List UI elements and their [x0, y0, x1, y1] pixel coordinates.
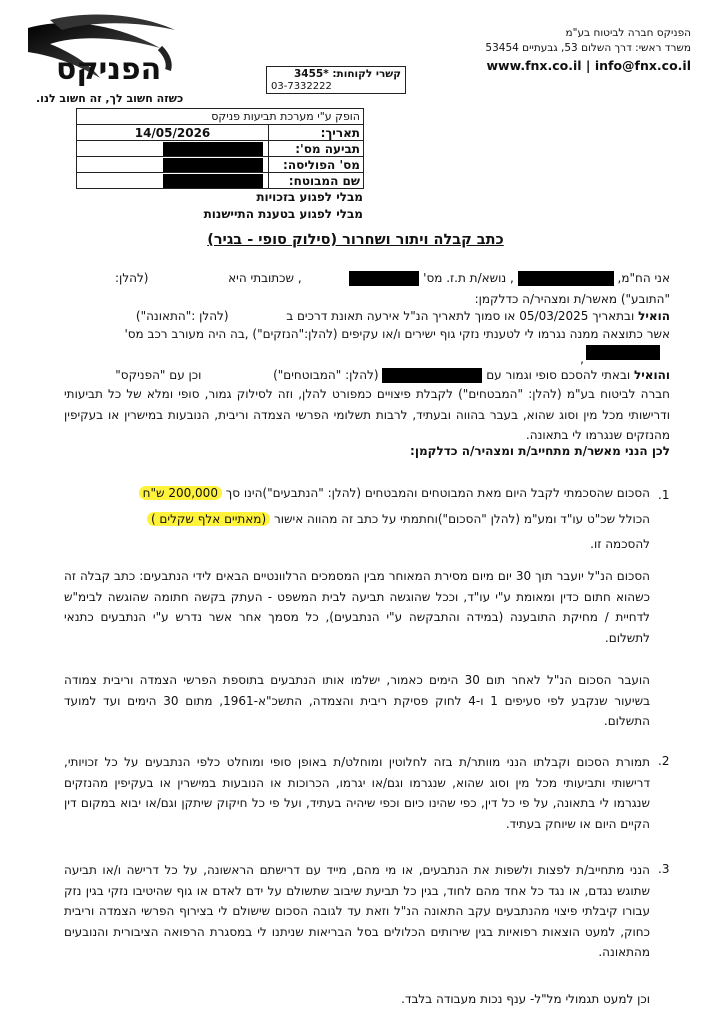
redacted-id [349, 271, 419, 286]
whereas-1: הואיל [638, 309, 670, 323]
redacted-insured-name [163, 174, 263, 188]
clause-2-number: .2 [658, 754, 670, 768]
logo-wordmark: הפניקס [56, 52, 162, 87]
settlement-amount-words: (מאתיים אלף שקלים ) [147, 512, 270, 526]
claim-number-label: תביעה מס': [269, 141, 364, 157]
company-info [461, 26, 691, 73]
id-label: , נושא/ת ת.ז. מס' [423, 271, 514, 285]
without-prejudice-rights: מבלי לפגוע בזכויות [256, 190, 363, 204]
damages-line: אשר כתוצאה ממנה נגרמו לי לטענתי נזקי גוף ישירים ו/או עקיפים (להלן:"הנזקים") ,בה היה מעורב רכב מס' [124, 327, 670, 341]
address-label: , שכתובתי היא [228, 271, 302, 285]
claimant-definition: "התובע") מאשר/ת ומצהיר/ה כדלקמן: [474, 292, 670, 306]
date-label: תאריך: [269, 125, 364, 141]
without-prejudice-limitation: מבלי לפגוע בטענת התיישנות [203, 207, 363, 221]
policy-number-label: מס' הפוליסה: [269, 157, 364, 173]
redacted-claim-number [163, 142, 263, 156]
agreement-paragraph: חברה לביטוח בע"מ (להלן: "המבטחים") לקבלת פיצויים כמפורט להלן, וזה לסילוק גמור, סופי ומלא של כל תביעותי ודרישותי מכל מין וסוג שהוא, בעבר בהווה ובעתיד, לרבות תשלומי הפרשי הצמדה וריבית, הנובעות במישרין או בעקיפין מהנזקים שנגרמו לי בתאונה. [64, 387, 670, 442]
declarant-line [64, 271, 670, 286]
company-address: משרד ראשי: דרך השלום 53, גבעתיים 53454 [485, 42, 691, 54]
redacted-insured [382, 368, 482, 383]
insured-name-label: שם המבוטח: [269, 173, 364, 189]
whereas-agreement-line [64, 368, 670, 383]
whereas-accident-line [64, 309, 670, 323]
redacted-policy-number [163, 158, 263, 172]
logo-tagline: כשזה חשוב לך, זה חשוב לנו. [36, 92, 184, 105]
payment-terms-paragraph: הסכום הנ"ל יועבר תוך 30 יום מיום מסירת המאוחר מבין המסמכים הרלוונטיים הבאים לידי הנתבעים: כתב קבלה זה כשהוא חתום כדין ומאומת ע"י עו"ד, וככל שהוגשה תביעה לבית המשפט - העתק בקשה חתומה שהוגשה לבימ"ש לדחיית / מחיקת התובענה (במידה והתבקשה ע"י הנתבעים), כל מסמך אחר אשר נדרש ע"י הנתבעים כתנאי לתשלום. [64, 569, 650, 645]
company-name: הפניקס חברה לביטוח בע"מ [565, 27, 691, 39]
declarant-intro: אני הח"מ, [617, 271, 670, 285]
settlement-amount: 200,000 ש"ח [139, 486, 222, 500]
nii-exclusion-line: וכן למעט תגמולי מל"ל- ענף נכות מעבודה בלבד. [401, 992, 650, 1006]
late-payment-paragraph: הועבר הסכום הנ"ל לאחר תום 30 הימים כאמור, ישלמו אותו הנתבעים בתוספת הפרשי הצמדה וריבית צמודה בשיעור שנקבע לפי סעיפים 1 ו-4 לחוק פסיקת ריבית והצמדה, התשכ"א-1961, מתום 30 הימים ועד למועד התשלום. [64, 673, 651, 728]
document-title: כתב קבלה ויתור ושחרור (סילוק סופי - בגיר) [207, 232, 504, 248]
redacted-vehicle-number [586, 345, 660, 360]
clause-3-number: .3 [658, 862, 670, 876]
clause-2-waiver: תמורת הסכום וקבלתו הנני מוותר/ת בזה לחלוטין ומוחלט/ת באופן סופי ומוחלט כלפי הנתבעים על כל זכויותי, דרישותי ותביעותי מכל מין וסוג שהוא, שנגרמו וגם/או יגרמו, הכרוכות או הנובעות במישרין או בעקיפין מהנזקים שנגרמו לי בתאונה, על פי כל דין, כפי שהינו כיום וכפי שיהיה בעתיד, ועל פי כל חיקוק שיתקן וגם/או יבוא במקום דין הקיים היום או שיוחק בעתיד. [64, 755, 650, 831]
clause-1-number: .1 [658, 488, 670, 502]
company-web: www.fnx.co.il | info@fnx.co.il [486, 58, 691, 73]
amount-intro: הסכום שהסכמתי לקבל היום מאת המבוטחים והמבטחים (להלן: "הנתבעים")הינו סך [225, 486, 650, 500]
clause-3-indemnity: הנני מתחייב/ת לפצות ולשפות את הנתבעים, או מי מהם, מייד עם דרישתם הראשונה, על כל דרישה ו/או תביעה שתוגש נגדם, או נגד כל אחד מהם לחוד, בגין כל תביעת שיבוב שתשולם על ידם לאדם או גוף שהיטיבו נזקי בגין נזק עבורו קיבלתי פיצוי מהנתבעים עקב התאונה הנ"ל וזאת עד לגובה הסכום שישולם לי בצירוף הפרשי הצמדה וריבית כחוק, למעט הוצאות רפואיות בגין שירותים הכלולים בסל הבריאות שניתנו לי במסגרת הרפואה הציבורית והנובעים מהתאונה. [64, 863, 650, 959]
clause-1-line-1 [64, 486, 650, 500]
redacted-name [518, 271, 614, 286]
clause-1-line-2 [64, 512, 650, 526]
whereas-2: והואיל [633, 368, 670, 382]
claim-details-table [76, 108, 364, 189]
declarations-heading: לכן הנני מאשר/ת מתחייב/ת ומצהיר/ה כדלקמן: [410, 444, 670, 458]
clause-1-line-3: להסכמה זו. [590, 537, 650, 551]
date-value: 14/05/2026 [77, 125, 269, 141]
agreement-text: ובאתי להסכם סופי וגמור עם [486, 368, 631, 382]
accident-date-text: ובתאריך 05/03/2025 או סמוך לתאריך הנ"ל אירעה תאונת דרכים ב [286, 309, 635, 323]
amount-inclusive-text: הכולל שכ"ט עו"ד ומע"מ (להלן "הסכום")וחתמתי על כתב זה מהווה אישור [273, 512, 650, 526]
customer-service-label: קשרי לקוחות: *3455 [293, 68, 401, 80]
comma: , [580, 352, 584, 366]
accident-definition: (להלן :"התאונה") [135, 309, 229, 323]
insured-definition: (להלן: "המבוטחים") [273, 368, 379, 382]
customer-service-box [266, 66, 406, 94]
customer-service-phone: 03-7332222 [271, 81, 332, 92]
hereinafter-label: (להלן: [115, 271, 149, 285]
phoenix-definition: וכן עם "הפניקס" [115, 368, 202, 382]
issued-by: הופק ע"י מערכת תביעות פניקס [77, 109, 364, 125]
